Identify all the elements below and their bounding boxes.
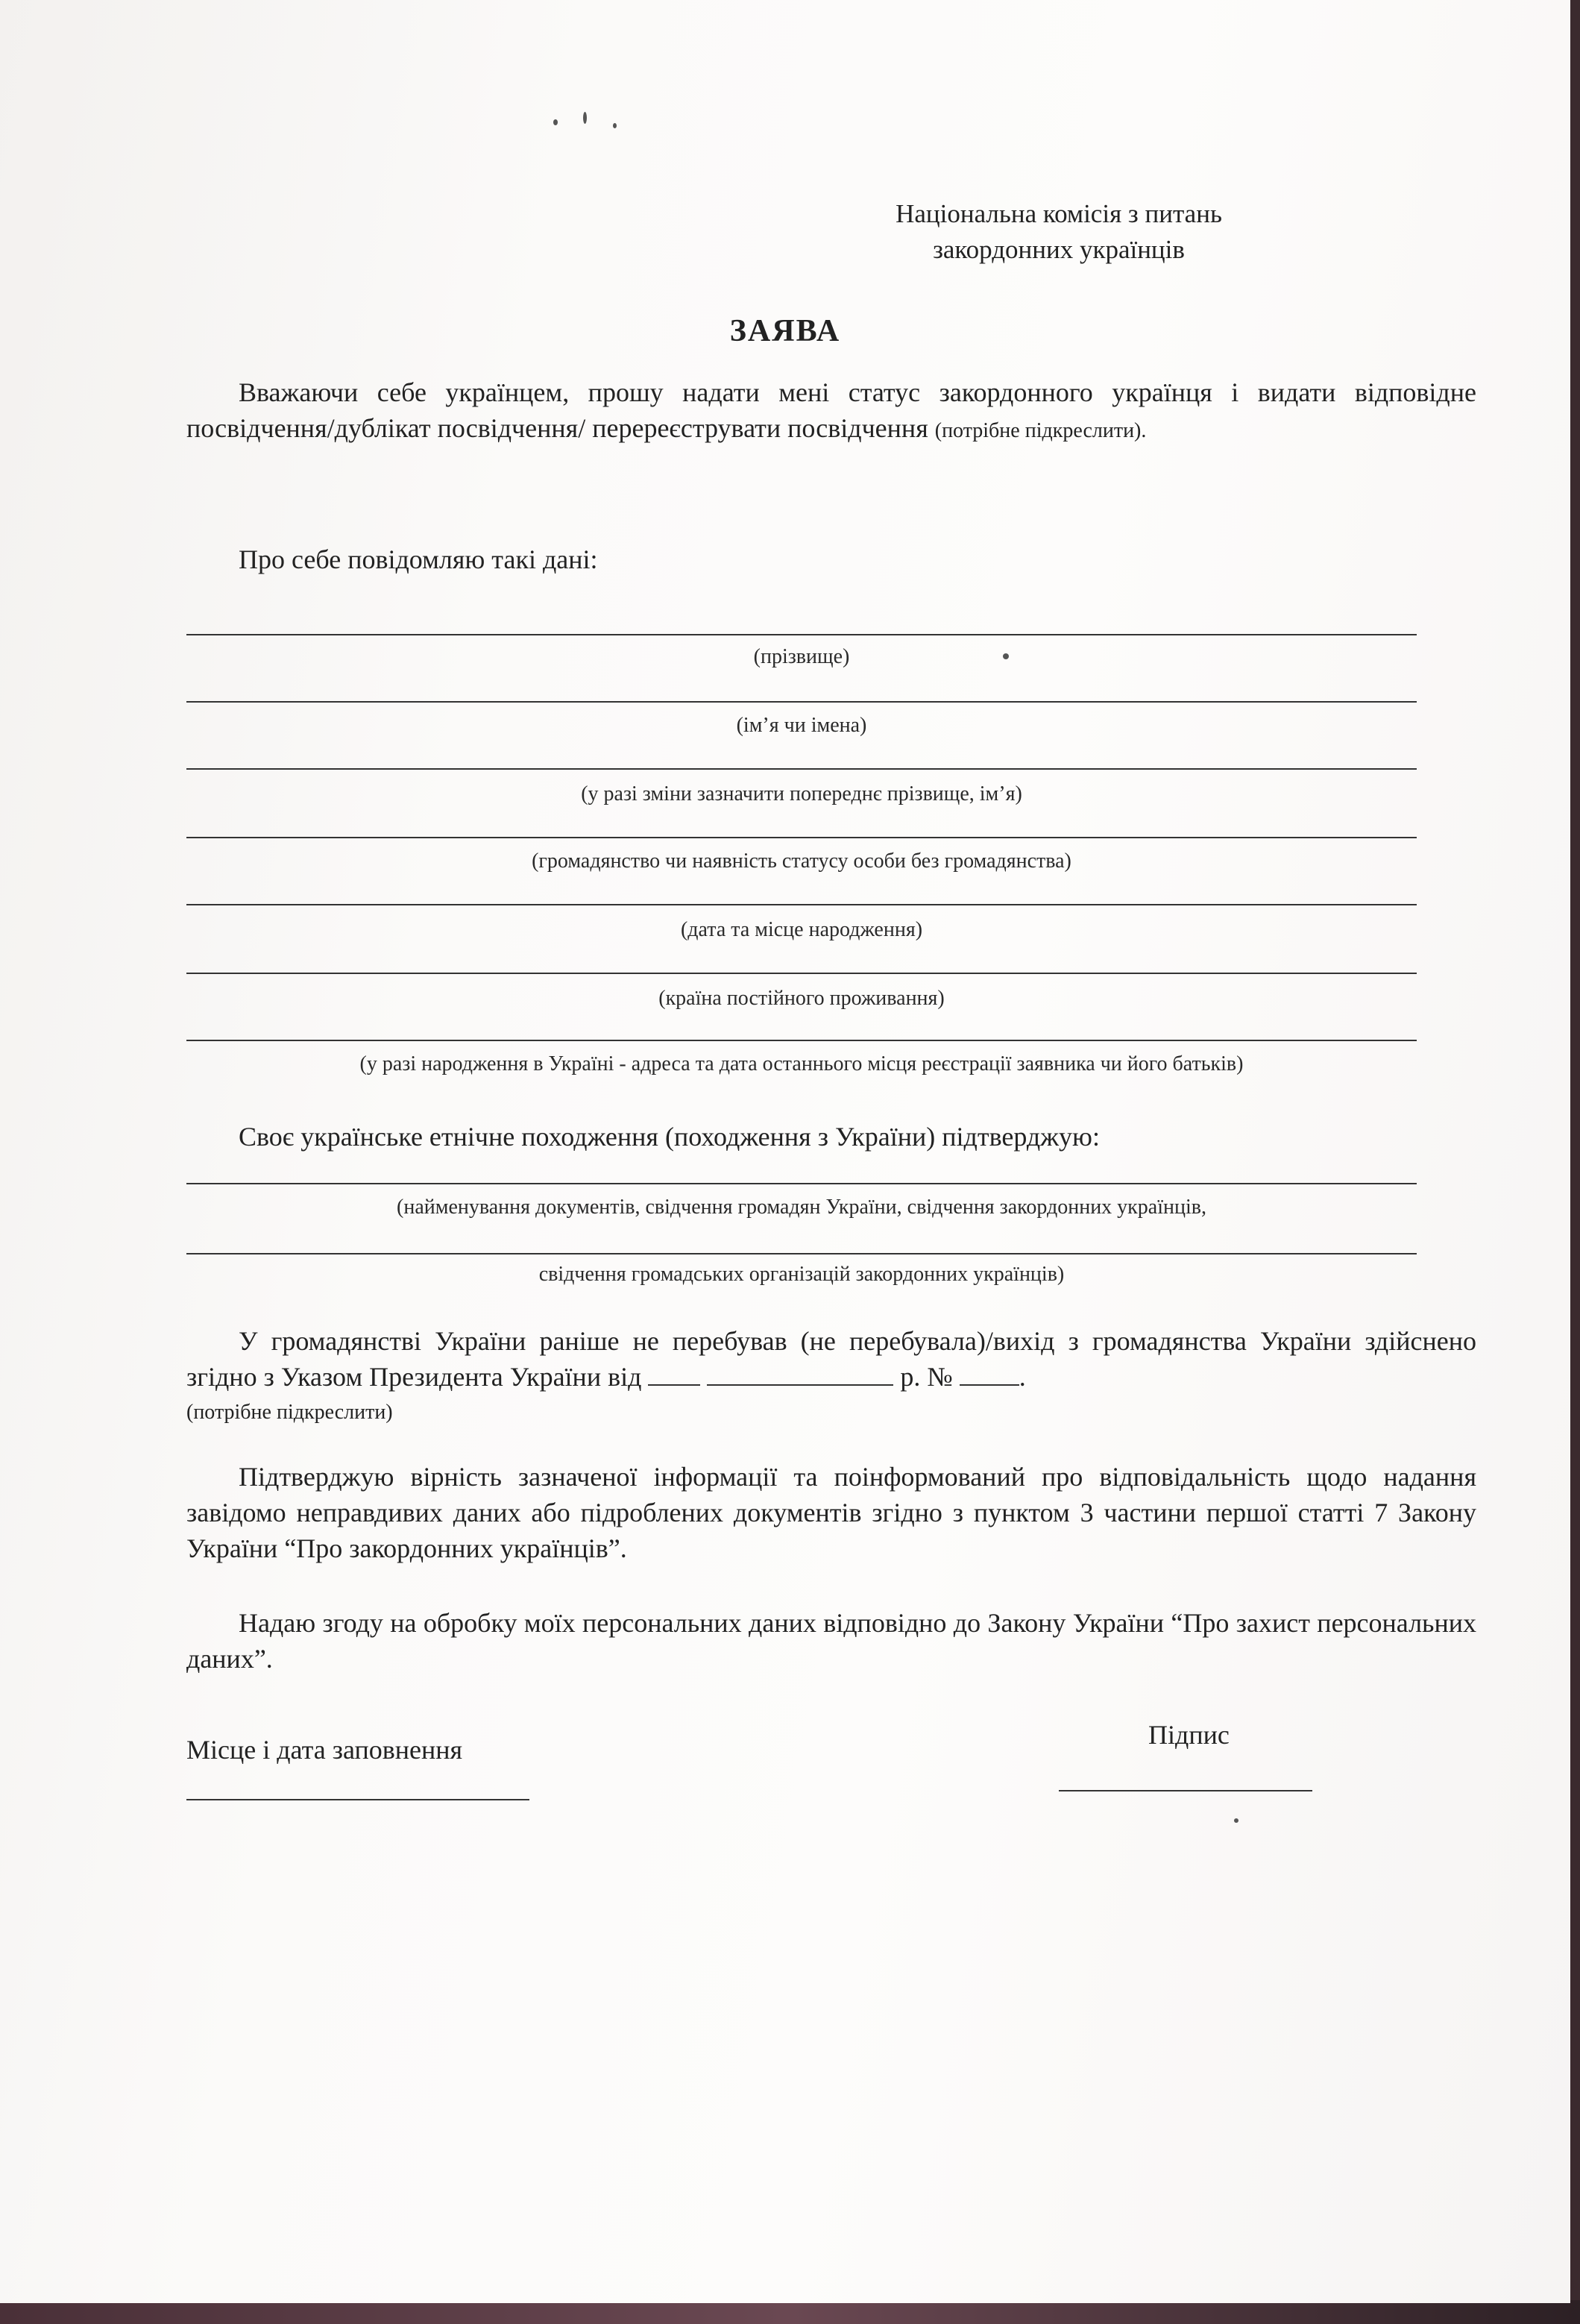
consent-text: Надаю згоду на обробку моїх персональних даних відповідно до Закону України “Про захист персональних даних”.: [186, 1608, 1476, 1674]
field-caption-surname: (прізвище): [753, 645, 850, 668]
place-date-label: Місце і дата заповнення: [186, 1735, 463, 1765]
document-title: ЗАЯВА: [729, 314, 841, 348]
field-line-surname[interactable]: [186, 634, 1417, 635]
field-caption-residence-country: (країна постійного проживання): [658, 987, 945, 1010]
origin-caption-2: свідчення громадських організацій закордонних українців): [538, 1263, 1065, 1286]
confirmation-paragraph: [186, 1459, 1476, 1566]
origin-caption-1: (найменування документів, свідчення громадян України, свідчення закордонних українців,: [397, 1196, 1206, 1219]
signature-label: Підпис: [1148, 1720, 1230, 1750]
scan-speck: [583, 112, 587, 124]
field-line-origin-organizations[interactable]: [186, 1253, 1417, 1254]
scan-speck: [553, 119, 558, 125]
decree-number-blank[interactable]: [960, 1362, 1019, 1386]
addressee-line-2: закордонних українців: [933, 235, 1185, 264]
field-caption-given-names: (ім’я чи імена): [736, 714, 867, 737]
field-line-birth[interactable]: [186, 904, 1417, 905]
field-line-origin-documents[interactable]: [186, 1183, 1417, 1184]
field-line-given-names[interactable]: [186, 701, 1417, 703]
field-line-previous-name[interactable]: [186, 768, 1417, 770]
citizenship-end: .: [1019, 1362, 1026, 1392]
citizenship-text: У громадянстві України раніше не перебував (не перебувала)/вихід з громадянства України здійснено згідно з Указом Президента України від: [186, 1326, 1476, 1392]
citizenship-paragraph: [186, 1323, 1476, 1395]
intro-text: Вважаючи себе українцем, прошу надати мені статус закордонного українця і видати відповідне посвідчення/дублікат посвідчення/ перереєструвати посвідчення: [186, 377, 1476, 443]
field-line-ukraine-address[interactable]: [186, 1040, 1417, 1041]
confirmation-text: Підтверджую вірність зазначеної інформації та поінформований про відповідальність щодо надання завідомо неправдивих даних або підроблених документів згідно з пунктом 3 частини першої статті 7 Закону України “Про закордонних українців”.: [186, 1462, 1476, 1563]
field-caption-previous-name: (у разі зміни зазначити попереднє прізвище, ім’я): [581, 782, 1022, 805]
decree-day-blank[interactable]: [648, 1362, 700, 1386]
intro-note: (потрібне підкреслити).: [934, 419, 1147, 442]
field-caption-birth: (дата та місце народження): [680, 918, 923, 941]
field-line-residence-country[interactable]: [186, 973, 1417, 974]
field-caption-citizenship: (громадянство чи наявність статусу особи без громадянства): [532, 849, 1071, 873]
scan-speck: [613, 123, 617, 128]
scan-edge-bottom: [0, 2300, 1580, 2324]
field-line-citizenship[interactable]: [186, 837, 1417, 838]
scan-edge-right: [1570, 0, 1580, 2324]
consent-paragraph: [186, 1605, 1476, 1677]
decree-date-blank[interactable]: [707, 1362, 893, 1386]
addressee-line-1: Національна комісія з питань: [896, 199, 1222, 228]
place-date-line[interactable]: [186, 1799, 529, 1800]
origin-heading: Своє українське етнічне походження (походження з України) підтверджую:: [239, 1122, 1100, 1152]
about-heading: Про себе повідомляю такі дані:: [239, 544, 598, 574]
signature-line[interactable]: [1059, 1790, 1312, 1791]
scan-speck: [1234, 1818, 1238, 1823]
intro-paragraph: [186, 374, 1476, 449]
field-caption-ukraine-address: (у разі народження в Україні - адреса та дата останнього місця реєстрації заявника чи його батьків): [359, 1052, 1244, 1075]
decree-year-label: р. №: [900, 1362, 953, 1392]
citizenship-note: (потрібне підкреслити): [186, 1401, 393, 1424]
